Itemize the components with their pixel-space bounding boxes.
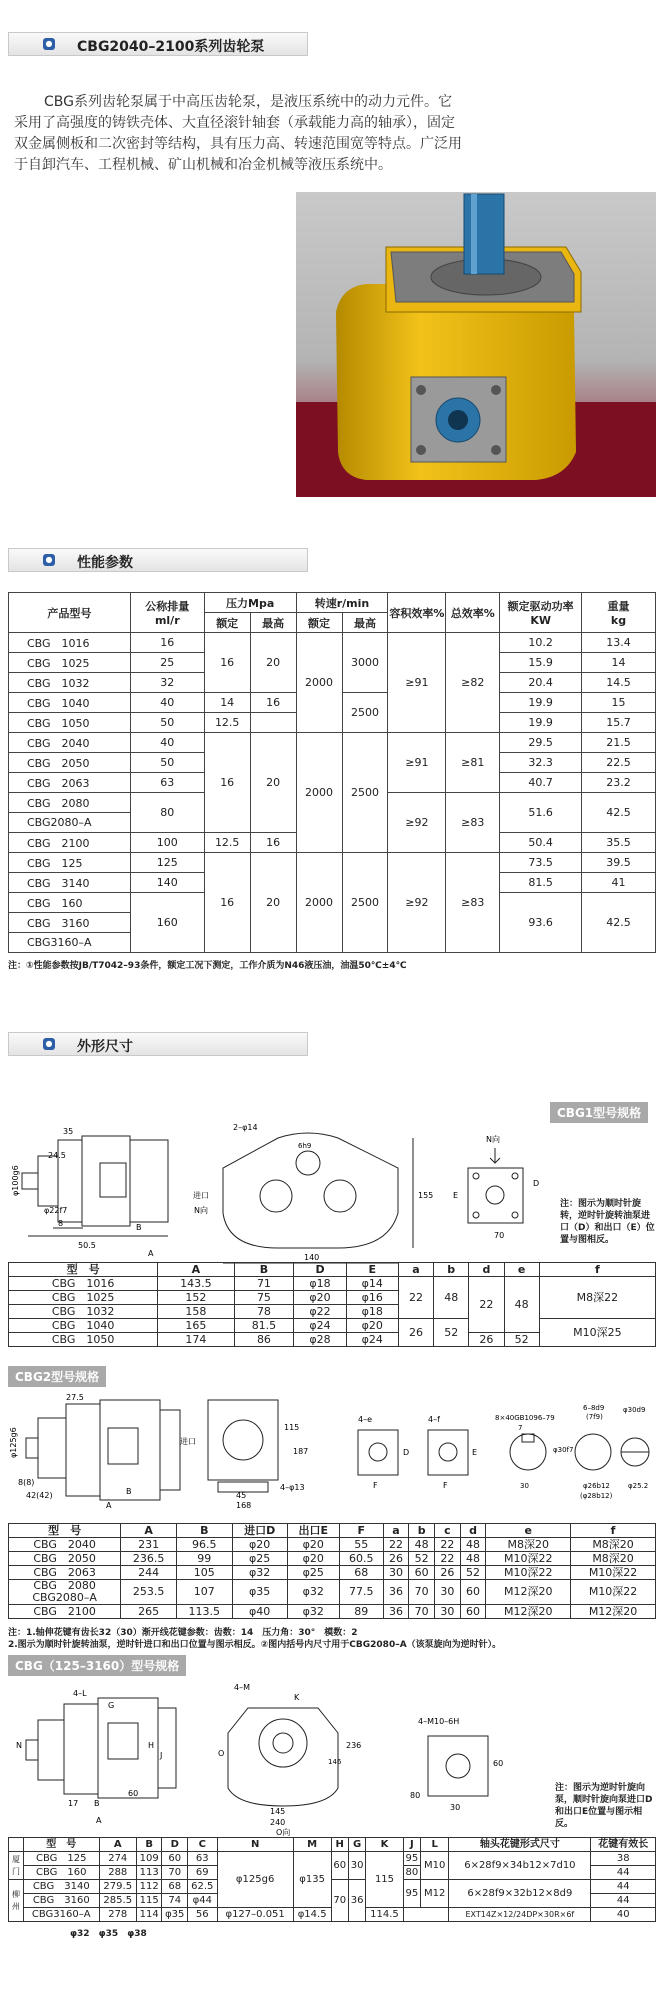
- svg-text:φ100g6: φ100g6: [11, 1165, 20, 1196]
- svg-text:O向: O向: [276, 1828, 291, 1837]
- table-row: 柳州 CBG 3140 279.5 112 68 62.5 70 36 95 M12 6×28f9×32b12×8d9 44: [9, 1880, 656, 1894]
- section-title: CBG2040–2100系列齿轮泵: [77, 39, 265, 55]
- svg-text:4–φ13: 4–φ13: [280, 1483, 305, 1492]
- svg-text:G: G: [108, 1701, 115, 1710]
- section-header-product: [8, 32, 308, 56]
- table-row: CBG 2040 231 96.5 φ20 φ20 55 22 48 22 48 M8深20 M8深20: [9, 1538, 656, 1552]
- table-row: CBG 2063 244 105 φ32 φ25 68 30 60 26 52 M10深22 M10深22: [9, 1566, 656, 1580]
- cbg1-note: 注：图示为顺时针旋转，逆时针旋转油泵进口（D）和出口（E）位置与图相反。: [560, 1199, 655, 1245]
- svg-text:φ30d9: φ30d9: [623, 1406, 646, 1414]
- svg-text:24.5: 24.5: [48, 1151, 66, 1160]
- svg-text:115: 115: [284, 1423, 300, 1432]
- svg-text:O: O: [218, 1749, 225, 1758]
- intro-text: CBG系列齿轮泵属于中高压齿轮泵，是液压系统中的动力元件。它采用了高强度的铸铁壳体、大直径滚针轴套（承载能力高的轴承），固定双金属侧板和二次密封等结构，具有压力高、转速范围宽等特点。广泛用于自卸汽车、工程机械、矿山机械和冶金机械等液压系统中。: [14, 94, 462, 173]
- col-displacement: 公称排量 ml/r: [130, 593, 204, 633]
- col-speed: 转速r/min: [296, 593, 388, 613]
- svg-text:4–M: 4–M: [234, 1683, 250, 1692]
- svg-text:42(42): 42(42): [26, 1491, 53, 1500]
- svg-text:A: A: [106, 1501, 112, 1510]
- svg-text:进口: 进口: [193, 1191, 209, 1200]
- performance-table: [8, 592, 656, 953]
- svg-text:K: K: [294, 1693, 300, 1702]
- svg-text:8(8): 8(8): [18, 1478, 35, 1487]
- cbg2-table: 型 号 A B 进口D 出口E F a b c d e f CBG 2040 231 96.5 φ20 φ20 55 22 48 22 48 M8深20 M8深20 CBG 2050 236.5 99 φ25 φ20 60.5 26 52 22 48 M10深22 M8深20 CBG 2063 244 105 φ32 φ25 68 30 60 26 52 M10深22 M10深22 CBG 2080 CBG2080–A 253.5 107 φ35 φ32 77.5 36 70 30 60 M12深20 M10深22 CBG 2100 265 113.5 φ40 φ32 89 36 70 30 60 M12深20 M12深20: [8, 1523, 656, 1619]
- svg-text:30: 30: [520, 1482, 529, 1490]
- table-row: CBG 2063 63 40.7 23.2: [9, 773, 656, 793]
- section-title: 性能参数: [77, 555, 133, 571]
- table-row: CBG3160–A: [9, 933, 656, 953]
- svg-text:17: 17: [68, 1799, 79, 1808]
- svg-text:H: H: [148, 1741, 155, 1750]
- svg-text:D: D: [403, 1448, 410, 1457]
- gear-pump-photo: [296, 192, 656, 497]
- section-bullet-icon: ●: [43, 1038, 55, 1050]
- table-row: CBG 2100 265 113.5 φ40 φ32 89 36 70 30 60 M12深20 M12深20: [9, 1605, 656, 1619]
- svg-text:φ125g6: φ125g6: [9, 1427, 18, 1458]
- cbg3-table: 型 号 A B D C N M H G K J L 轴头花键形式尺寸 花键有效长 厦门 CBG 125 274 109 60 63 φ125g6 φ135 60 30 115 95 M10 6×28f9×34b12×7d10 38 CBG 160 288 113 70 69 80 44 柳州 CBG 3140 279.5 112 68 62.5 70 36 95 M12 6×28f9×32b12×8d9 44 CBG 3160 285.5 115 74 φ44 44 CBG3160–A 278 114 φ35 56 φ127–0.051 φ14.5 114.5 EXT14Z×12/24DP×30R×6f 40: [8, 1837, 656, 1922]
- svg-text:4–e: 4–e: [358, 1415, 373, 1424]
- table-row: CBG 2100 100 12.5 16 50.4 35.5: [9, 833, 656, 853]
- performance-note: 注：①性能参数按JB/T7042–93条件，额定工况下测定，工作介质为N46液压油，油温50℃±4℃: [8, 961, 407, 971]
- svg-text:146: 146: [328, 1758, 342, 1766]
- svg-text:(φ28b12): (φ28b12): [580, 1492, 613, 1500]
- section-title: 外形尺寸: [77, 1039, 133, 1055]
- svg-text:4–f: 4–f: [428, 1415, 440, 1424]
- svg-text:N: N: [16, 1741, 22, 1750]
- svg-text:B: B: [136, 1223, 142, 1232]
- intro-paragraph: [14, 92, 462, 176]
- cbg2-drawing: [8, 1390, 656, 1510]
- svg-text:80: 80: [410, 1791, 421, 1800]
- table-row: CBG 1050 174 86 φ28 φ24 26 52: [9, 1333, 656, 1347]
- col-power: 额定驱动功率 KW: [500, 593, 582, 633]
- svg-text:A: A: [148, 1249, 154, 1258]
- table-row: CBG2080–A: [9, 813, 656, 833]
- svg-text:60: 60: [128, 1789, 139, 1798]
- table-row: CBG 2050 50 32.3 22.5: [9, 753, 656, 773]
- table-row: CBG 1032 158 78 φ22 φ18: [9, 1305, 656, 1319]
- svg-text:70: 70: [494, 1231, 505, 1240]
- table-row: CBG 2080 80 ≥92 ≥83 51.6 42.5: [9, 793, 656, 813]
- svg-text:240: 240: [270, 1818, 286, 1827]
- svg-text:35: 35: [63, 1127, 74, 1136]
- col-rated: 额定: [296, 613, 342, 633]
- table-row: CBG 3160 285.5 115 74 φ44 44: [9, 1894, 656, 1908]
- svg-text:A: A: [96, 1816, 102, 1825]
- col-pressure: 压力Mpa: [204, 593, 296, 613]
- table-row: CBG 160 160 93.6 42.5: [9, 893, 656, 913]
- table-row: 厦门 CBG 125 274 109 60 63 φ125g6 φ135 60 30 115 95 M10 6×28f9×34b12×7d10 38: [9, 1852, 656, 1866]
- cbg1-drawing: [8, 1118, 648, 1263]
- table-row: CBG 2080 CBG2080–A 253.5 107 φ35 φ32 77.5 36 70 30 60 M12深20 M10深22: [9, 1580, 656, 1605]
- svg-text:8: 8: [58, 1219, 64, 1228]
- svg-text:140: 140: [304, 1253, 320, 1262]
- col-vol-eff: 容积效率%: [388, 593, 446, 633]
- cbg3-extra-labels: φ32 φ35 φ38: [70, 1929, 147, 1939]
- table-row: CBG 1040 40 14 16 2500 19.9 15: [9, 693, 656, 713]
- svg-text:N向: N向: [194, 1206, 208, 1215]
- svg-text:168: 168: [236, 1501, 252, 1510]
- col-tot-eff: 总效率%: [446, 593, 500, 633]
- svg-text:236: 236: [346, 1741, 362, 1750]
- svg-text:6–8d9: 6–8d9: [583, 1404, 605, 1412]
- section-bullet-icon: ●: [43, 38, 55, 50]
- svg-text:187: 187: [293, 1447, 309, 1456]
- table-row: CBG 3160: [9, 913, 656, 933]
- svg-text:7: 7: [518, 1424, 523, 1432]
- table-row: CBG 1016 143.5 71 φ18 φ14 22 48 22 48 M8深22: [9, 1277, 656, 1291]
- cbg3-badge: CBG（125–3160）型号规格: [8, 1655, 186, 1676]
- col-max: 最高: [250, 613, 296, 633]
- col-max: 最高: [342, 613, 388, 633]
- cbg2-badge: CBG2型号规格: [8, 1366, 106, 1387]
- section-header-dimensions: [8, 1032, 308, 1056]
- table-row: CBG 1040 165 81.5 φ24 φ20 26 52 M10深25: [9, 1319, 656, 1333]
- table-row: CBG 1032 32 20.4 14.5: [9, 673, 656, 693]
- cbg1-table: 型 号 A B D E a b d e f CBG 1016 143.5 71 φ18 φ14 22 48 22 48 M8深22 CBG 1025 152 75 φ20 φ16 CBG 1032 158 78 φ22 φ18 CBG 1040 165 81.5 φ24 φ20 26 52 M10深25 CBG 1050 174 86 φ28 φ24 26 52: [8, 1262, 656, 1347]
- svg-text:进口: 进口: [180, 1437, 196, 1446]
- svg-text:φ30f7: φ30f7: [553, 1446, 574, 1454]
- svg-text:F: F: [443, 1481, 448, 1490]
- svg-text:4–M10–6H: 4–M10–6H: [418, 1717, 460, 1726]
- svg-text:30: 30: [450, 1803, 461, 1812]
- table-row: CBG 125 125 16 20 2000 2500 ≥92 ≥83 73.5 39.5: [9, 853, 656, 873]
- cbg2-note-2: 2.图示为顺时针旋转油泵，逆时针进口和出口位置与图示相反。②图内括号内尺寸用于CBG2080–A（该泵旋向为逆时针）。: [8, 1640, 502, 1650]
- table-row: CBG 3140 140 81.5 41: [9, 873, 656, 893]
- svg-text:φ22f7: φ22f7: [44, 1206, 68, 1215]
- table-row: CBG 160 288 113 70 69 80 44: [9, 1866, 656, 1880]
- svg-text:2–φ14: 2–φ14: [233, 1123, 258, 1132]
- col-weight: 重量 kg: [582, 593, 656, 633]
- svg-text:50.5: 50.5: [78, 1241, 96, 1250]
- svg-text:4–L: 4–L: [73, 1689, 87, 1698]
- table-row: CBG 1025 25 15.9 14: [9, 653, 656, 673]
- cbg3-note: 注：图示为逆时针旋向泵，顺时针旋向泵进口D和出口E位置与图示相反。: [555, 1783, 653, 1829]
- svg-text:(7f9): (7f9): [586, 1413, 603, 1421]
- cbg2-note: 注：1.轴伸花键有齿长32（30）渐开线花键参数：齿数：14 压力角：30° 模数：2: [8, 1628, 358, 1638]
- cbg1-badge: CBG1型号规格: [550, 1102, 648, 1123]
- svg-text:145: 145: [270, 1807, 286, 1816]
- svg-text:J: J: [160, 1751, 163, 1760]
- section-header-performance: [8, 548, 308, 572]
- svg-text:φ25.2: φ25.2: [628, 1482, 649, 1490]
- svg-text:8×40GB1096–79: 8×40GB1096–79: [495, 1414, 555, 1422]
- svg-text:D: D: [533, 1179, 540, 1188]
- table-row: CBG 2040 40 16 20 2000 2500 ≥91 ≥81 29.5 21.5: [9, 733, 656, 753]
- col-model: 产品型号: [9, 593, 131, 633]
- table-row: CBG 1016 16 16 20 2000 3000 ≥91 ≥82 10.2 13.4: [9, 633, 656, 653]
- table-row: CBG 2050 236.5 99 φ25 φ20 60.5 26 52 22 48 M10深22 M8深20: [9, 1552, 656, 1566]
- svg-text:E: E: [472, 1448, 478, 1457]
- svg-text:155: 155: [418, 1191, 434, 1200]
- svg-text:6h9: 6h9: [298, 1142, 312, 1150]
- table-row: CBG 1025 152 75 φ20 φ16: [9, 1291, 656, 1305]
- svg-text:B: B: [126, 1487, 132, 1496]
- svg-text:φ26b12: φ26b12: [583, 1482, 610, 1490]
- svg-text:F: F: [373, 1481, 378, 1490]
- svg-text:45: 45: [236, 1491, 247, 1500]
- svg-text:N向: N向: [486, 1135, 500, 1144]
- section-bullet-icon: ●: [43, 554, 55, 566]
- col-rated: 额定: [204, 613, 250, 633]
- table-row: CBG3160–A 278 114 φ35 56 φ127–0.051 φ14.5 114.5 EXT14Z×12/24DP×30R×6f 40: [9, 1908, 656, 1922]
- svg-text:27.5: 27.5: [66, 1393, 84, 1402]
- table-row: CBG 1050 50 12.5 19.9 15.7: [9, 713, 656, 733]
- svg-text:B: B: [94, 1799, 100, 1808]
- svg-text:E: E: [453, 1191, 459, 1200]
- svg-text:60: 60: [493, 1759, 504, 1768]
